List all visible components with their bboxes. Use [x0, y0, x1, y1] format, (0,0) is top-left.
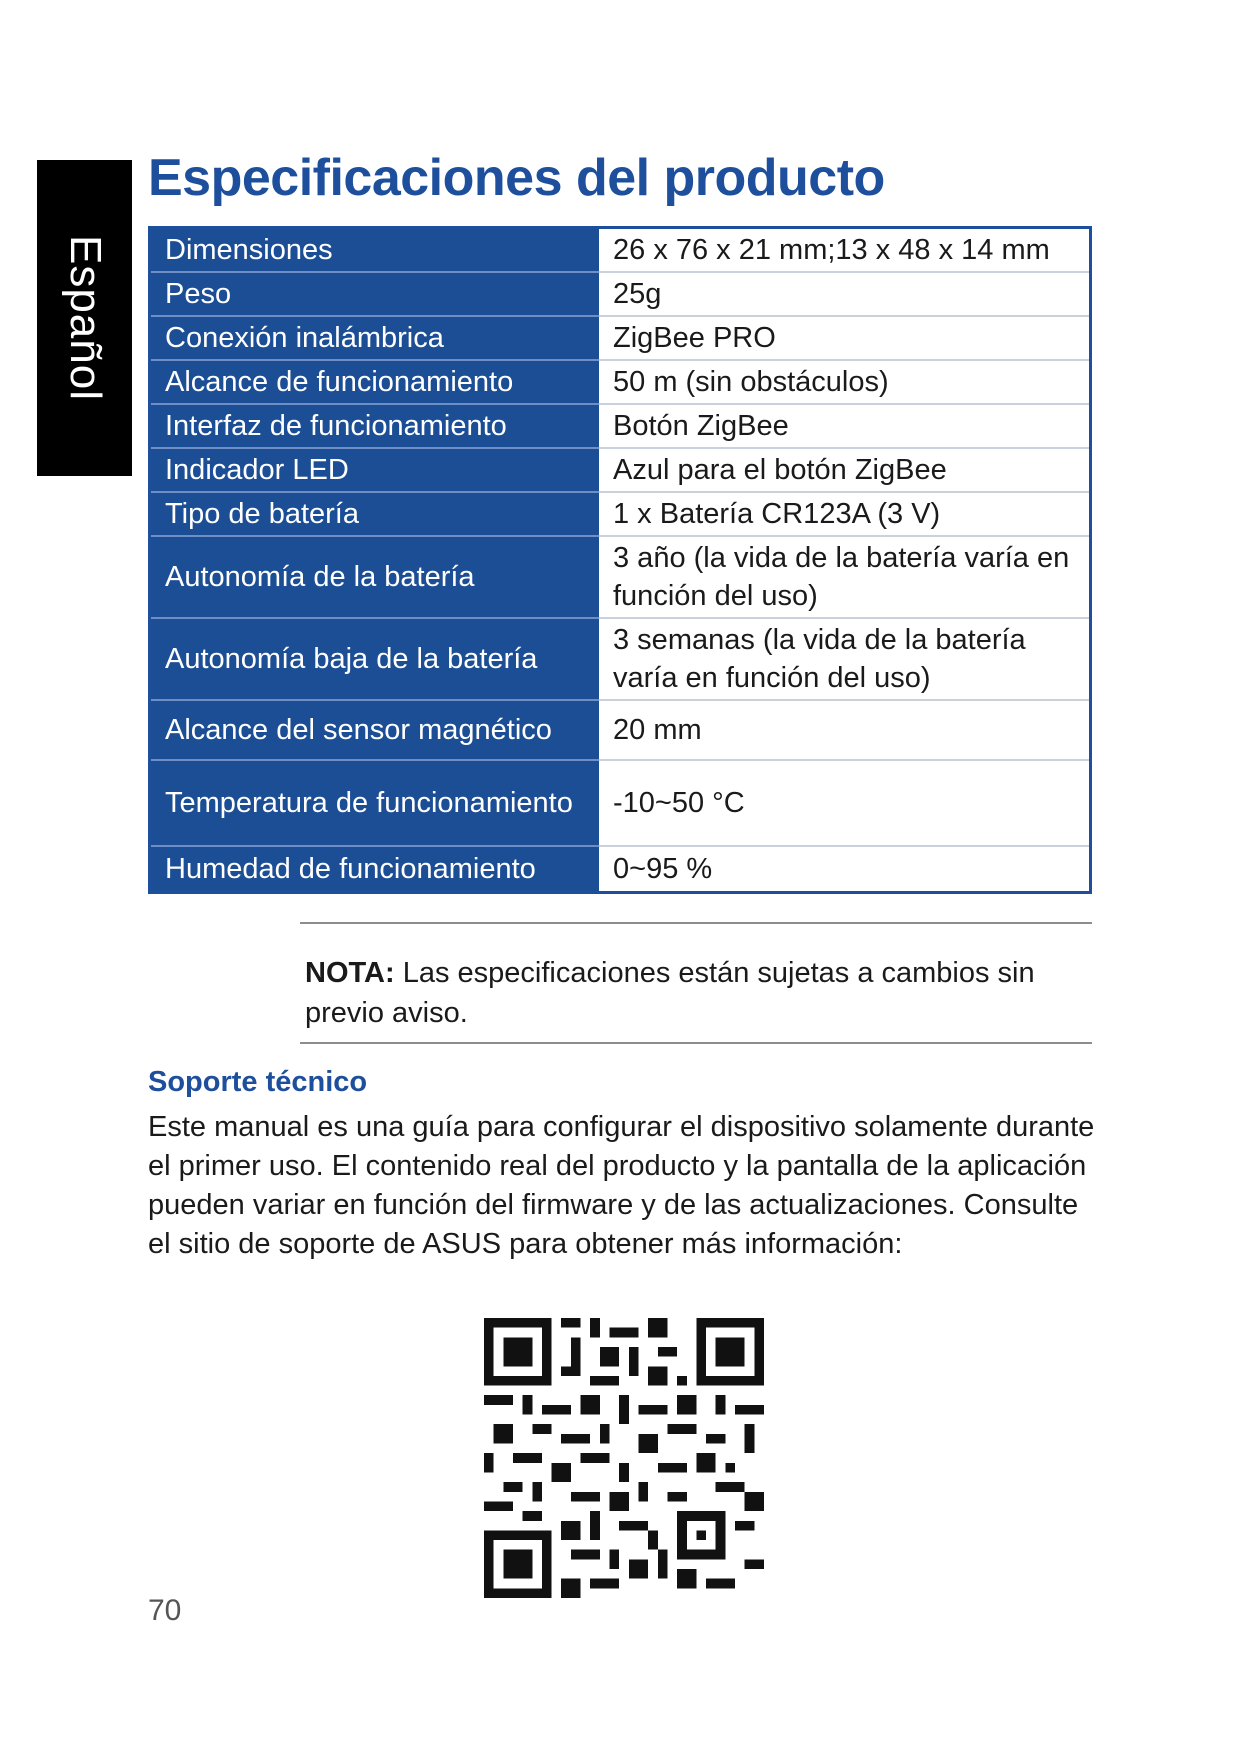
spec-value: 25g	[599, 272, 1091, 316]
spec-label: Tipo de batería	[150, 492, 600, 536]
spec-value: 3 semanas (la vida de la batería varía en función del uso)	[599, 618, 1091, 700]
spec-label: Humedad de funcionamiento	[150, 846, 600, 892]
note	[305, 953, 1065, 1033]
table-row	[150, 618, 1091, 700]
table-row	[150, 448, 1091, 492]
spec-label: Autonomía de la batería	[150, 536, 600, 618]
qr-code-icon[interactable]	[484, 1318, 764, 1598]
table-row	[150, 760, 1091, 846]
language-tab	[37, 160, 132, 476]
spec-value: Azul para el botón ZigBee	[599, 448, 1091, 492]
spec-value: 3 año (la vida de la batería varía en función del uso)	[599, 536, 1091, 618]
language-label: Español	[60, 234, 110, 402]
table-row	[150, 360, 1091, 404]
support-title: Soporte técnico	[148, 1066, 368, 1098]
note-prefix: NOTA:	[305, 957, 395, 989]
support-text: Este manual es una guía para configurar el dispositivo solamente durante el primer uso. El contenido real del producto y la pantalla de la aplicación pueden variar en función del firmware y de las actualizaciones. Consulte el sitio de soporte de ASUS para obtener más información:	[148, 1111, 1095, 1260]
table-row	[150, 700, 1091, 760]
note-text: Las especificaciones están sujetas a cambios sin previo aviso.	[305, 957, 1035, 1029]
spec-label: Peso	[150, 272, 600, 316]
table-row	[150, 316, 1091, 360]
page-title: Especificaciones del producto	[148, 149, 885, 207]
table-row	[150, 404, 1091, 448]
table-row	[150, 536, 1091, 618]
spec-value: 50 m (sin obstáculos)	[599, 360, 1091, 404]
spec-value: -10~50 °C	[599, 760, 1091, 846]
spec-label: Autonomía baja de la batería	[150, 618, 600, 700]
table-row	[150, 272, 1091, 316]
spec-label: Dimensiones	[150, 228, 600, 273]
spec-value: 0~95 %	[599, 846, 1091, 892]
table-row	[150, 846, 1091, 892]
spec-label: Alcance de funcionamiento	[150, 360, 600, 404]
spec-label: Conexión inalámbrica	[150, 316, 600, 360]
spec-table	[148, 226, 1092, 894]
spec-label: Interfaz de funcionamiento	[150, 404, 600, 448]
spec-value: Botón ZigBee	[599, 404, 1091, 448]
spec-label: Indicador LED	[150, 448, 600, 492]
divider-bottom	[300, 1042, 1092, 1044]
table-row	[150, 492, 1091, 536]
spec-value: 1 x Batería CR123A (3 V)	[599, 492, 1091, 536]
table-row	[150, 228, 1091, 273]
spec-value: 20 mm	[599, 700, 1091, 760]
spec-label: Temperatura de funcionamiento	[150, 760, 600, 846]
spec-value: ZigBee PRO	[599, 316, 1091, 360]
page-number: 70	[148, 1594, 182, 1627]
spec-value: 26 x 76 x 21 mm;13 x 48 x 14 mm	[599, 228, 1091, 273]
spec-label: Alcance del sensor magnético	[150, 700, 600, 760]
divider-top	[300, 922, 1092, 924]
